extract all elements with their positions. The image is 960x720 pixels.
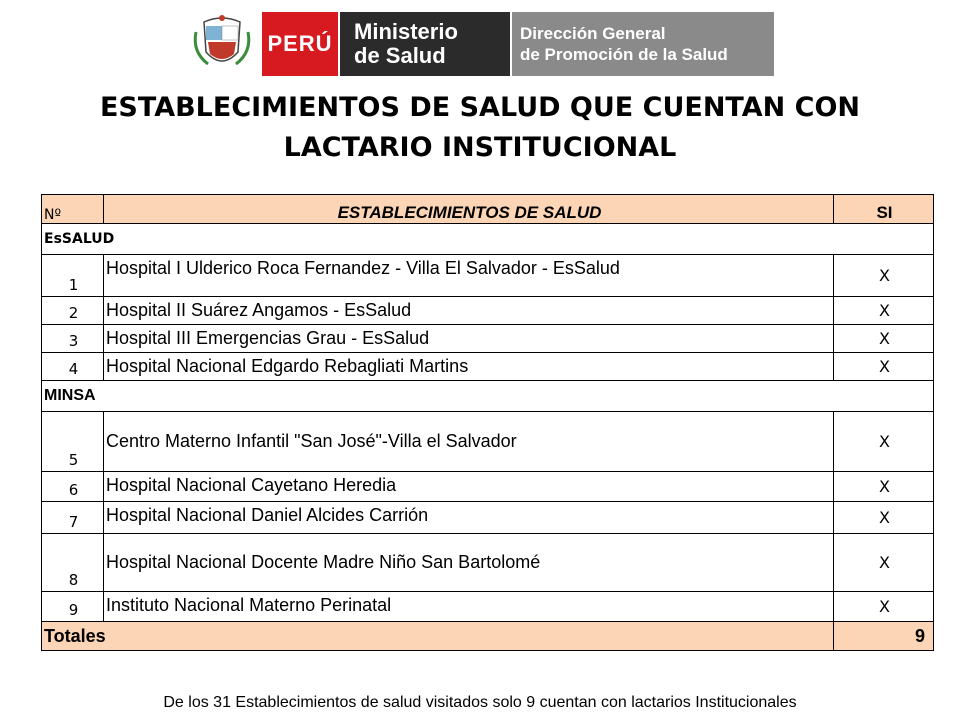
- ministry-line2: de Salud: [354, 43, 446, 68]
- ministry-line1: Ministerio: [354, 19, 458, 44]
- table-header-row: [42, 195, 934, 224]
- col-header-number: Nº: [42, 195, 104, 224]
- row-establishment: Hospital II Suárez Angamos - EsSalud: [104, 297, 834, 325]
- row-si-mark: X: [834, 412, 934, 472]
- row-establishment: Hospital Nacional Daniel Alcides Carrión: [104, 502, 834, 534]
- title-line1: ESTABLECIMIENTOS DE SALUD QUE CUENTAN CON: [99, 92, 861, 123]
- establishments-table: [41, 194, 934, 651]
- group-row-essalud: [42, 224, 934, 255]
- table-row: [42, 255, 934, 297]
- row-establishment: Hospital Nacional Docente Madre Niño San Bartolomé: [104, 534, 834, 592]
- totals-row: [42, 622, 934, 651]
- direction-logo: [512, 12, 774, 76]
- row-number: 1: [42, 255, 104, 297]
- row-si-mark: X: [834, 325, 934, 353]
- col-header-si: SI: [834, 195, 934, 224]
- footnote: De los 31 Establecimientos de salud visitados solo 9 cuentan con lactarios Institucionales: [163, 694, 797, 711]
- totals-value: 9: [834, 622, 934, 651]
- row-number: 6: [42, 472, 104, 502]
- table-row: [42, 502, 934, 534]
- row-establishment: Instituto Nacional Materno Perinatal: [104, 592, 834, 622]
- table-row: [42, 297, 934, 325]
- group-row-minsa: [42, 381, 934, 412]
- row-establishment: Centro Materno Infantil "San José"-Villa el Salvador: [104, 412, 834, 472]
- table-row: [42, 353, 934, 381]
- row-si-mark: X: [834, 255, 934, 297]
- row-si-mark: X: [834, 297, 934, 325]
- totals-label: Totales: [42, 622, 834, 651]
- row-number: 5: [42, 412, 104, 472]
- row-si-mark: X: [834, 502, 934, 534]
- col-header-establishment: ESTABLECIMIENTOS DE SALUD: [104, 195, 834, 224]
- row-number: 9: [42, 592, 104, 622]
- table-row: [42, 592, 934, 622]
- header-banner: [190, 12, 774, 76]
- table-row: [42, 412, 934, 472]
- row-number: 3: [42, 325, 104, 353]
- peru-logo: [262, 12, 338, 76]
- row-si-mark: X: [834, 472, 934, 502]
- row-number: 4: [42, 353, 104, 381]
- row-number: 2: [42, 297, 104, 325]
- row-establishment: Hospital I Ulderico Roca Fernandez - Villa El Salvador - EsSalud: [104, 255, 834, 297]
- ministry-logo: [340, 12, 510, 76]
- row-si-mark: X: [834, 592, 934, 622]
- row-si-mark: X: [834, 534, 934, 592]
- row-establishment: Hospital III Emergencias Grau - EsSalud: [104, 325, 834, 353]
- table-row: [42, 472, 934, 502]
- row-number: 7: [42, 502, 104, 534]
- coat-of-arms-icon: [190, 12, 254, 76]
- table-row: [42, 534, 934, 592]
- page-title: [0, 88, 960, 168]
- row-establishment: Hospital Nacional Cayetano Heredia: [104, 472, 834, 502]
- title-line2: LACTARIO INSTITUCIONAL: [283, 132, 677, 163]
- table-row: [42, 325, 934, 353]
- peru-label: PERÚ: [267, 31, 333, 56]
- row-establishment: Hospital Nacional Edgardo Rebagliati Martins: [104, 353, 834, 381]
- direction-line1: Dirección General: [520, 24, 666, 43]
- row-si-mark: X: [834, 353, 934, 381]
- direction-line2: de Promoción de la Salud: [520, 45, 728, 64]
- group-label: EsSALUD: [42, 224, 934, 255]
- group-label: MINSA: [42, 381, 934, 412]
- row-number: 8: [42, 534, 104, 592]
